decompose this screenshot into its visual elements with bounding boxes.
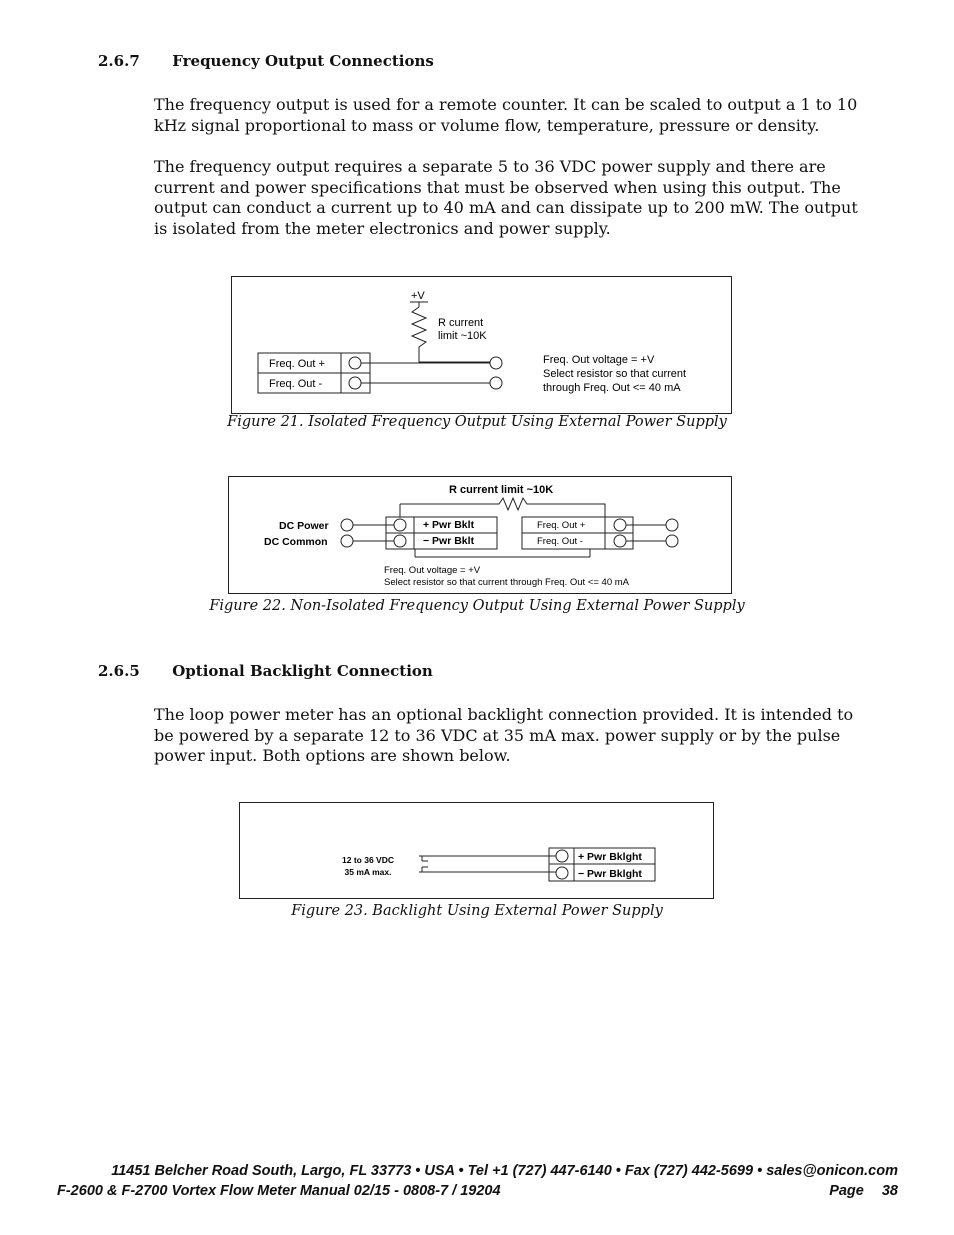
section-title: Frequency Output Connections	[172, 52, 434, 70]
terminal-freq-out-plus: Freq. Out +	[269, 358, 325, 370]
section-number: 2.6.7	[98, 52, 140, 70]
supply-voltage-label: +V	[411, 290, 425, 302]
resistor-current-limit-label: R current limit ~10K	[449, 484, 554, 496]
figure-22-caption: Figure 22. Non-Isolated Frequency Output Using External Power Supply	[209, 598, 745, 614]
section-title: Optional Backlight Connection	[172, 662, 433, 680]
figure-23-schematic	[240, 803, 715, 900]
page-label: Page	[829, 1183, 864, 1199]
figure-21-note-2: Select resistor so that current	[543, 368, 687, 380]
pwr-bklt-plus-label: + Pwr Bklt	[423, 519, 475, 531]
freq-out-plus-label: Freq. Out +	[537, 520, 586, 531]
page-number: 38	[881, 1183, 898, 1199]
figure-23-caption: Figure 23. Backlight Using External Power Supply	[291, 903, 663, 919]
figure-21-schematic	[232, 277, 733, 415]
supply-current-max: 35 mA max.	[344, 867, 392, 877]
resistor-label-line-2: limit ~10K	[438, 330, 487, 342]
figure-21-caption: Figure 21. Isolated Frequency Output Using External Power Supply	[227, 414, 727, 430]
figure-22-diagram	[228, 476, 732, 594]
footer-manual-title: F-2600 & F-2700 Vortex Flow Meter Manual 02/15 - 0808-7 / 19204	[57, 1183, 501, 1199]
footer-address: 11451 Belcher Road South, Largo, FL 33773 • USA • Tel +1 (727) 447-6140 • Fax (727) 442-5699 • sales@onicon.com	[111, 1163, 898, 1179]
paragraph: The frequency output requires a separate 5 to 36 VDC power supply and there are current and power specifications that must be observed when using this output. The output can conduct a current up to 40 mA and can dissipate up to 200 mW. The output is isolated from the meter electronics and power supply.	[154, 157, 858, 238]
footer-page-number	[829, 1183, 898, 1199]
frequency-intro-paragraph	[154, 95, 874, 136]
section-2-6-5-heading	[98, 662, 433, 680]
pwr-bklt-minus-label: − Pwr Bklt	[423, 535, 475, 547]
section-number: 2.6.5	[98, 662, 140, 680]
section-2-6-7-heading	[98, 52, 434, 70]
pwr-bklght-minus-label: − Pwr Bklght	[578, 868, 642, 880]
paragraph: The frequency output is used for a remote counter. It can be scaled to output a 1 to 10 kHz signal proportional to mass or volume flow, temperature, pressure or density.	[154, 95, 858, 135]
figure-22-note-2: Select resistor so that current through Freq. Out <= 40 mA	[384, 577, 630, 588]
figure-21-note-1: Freq. Out voltage = +V	[543, 354, 655, 366]
backlight-paragraph	[154, 705, 874, 767]
dc-common-label: DC Common	[264, 536, 328, 548]
frequency-requirements-paragraph	[154, 157, 874, 239]
supply-voltage-range: 12 to 36 VDC	[342, 855, 394, 865]
paragraph: The loop power meter has an optional backlight connection provided. It is intended to be powered by a separate 12 to 36 VDC at 35 mA max. power supply or by the pulse power input. Both options are shown below.	[154, 705, 854, 766]
figure-22-note-1: Freq. Out voltage = +V	[384, 565, 481, 576]
terminal-freq-out-minus: Freq. Out -	[269, 378, 323, 390]
freq-out-minus-label: Freq. Out -	[537, 536, 583, 547]
figure-21-diagram	[231, 276, 732, 414]
resistor-label-line-1: R current	[438, 317, 484, 329]
pwr-bklght-plus-label: + Pwr Bklght	[578, 851, 642, 863]
dc-power-label: DC Power	[279, 520, 329, 532]
figure-23-diagram	[239, 802, 714, 899]
figure-22-schematic	[229, 477, 733, 595]
figure-21-note-3: through Freq. Out <= 40 mA	[543, 382, 681, 394]
